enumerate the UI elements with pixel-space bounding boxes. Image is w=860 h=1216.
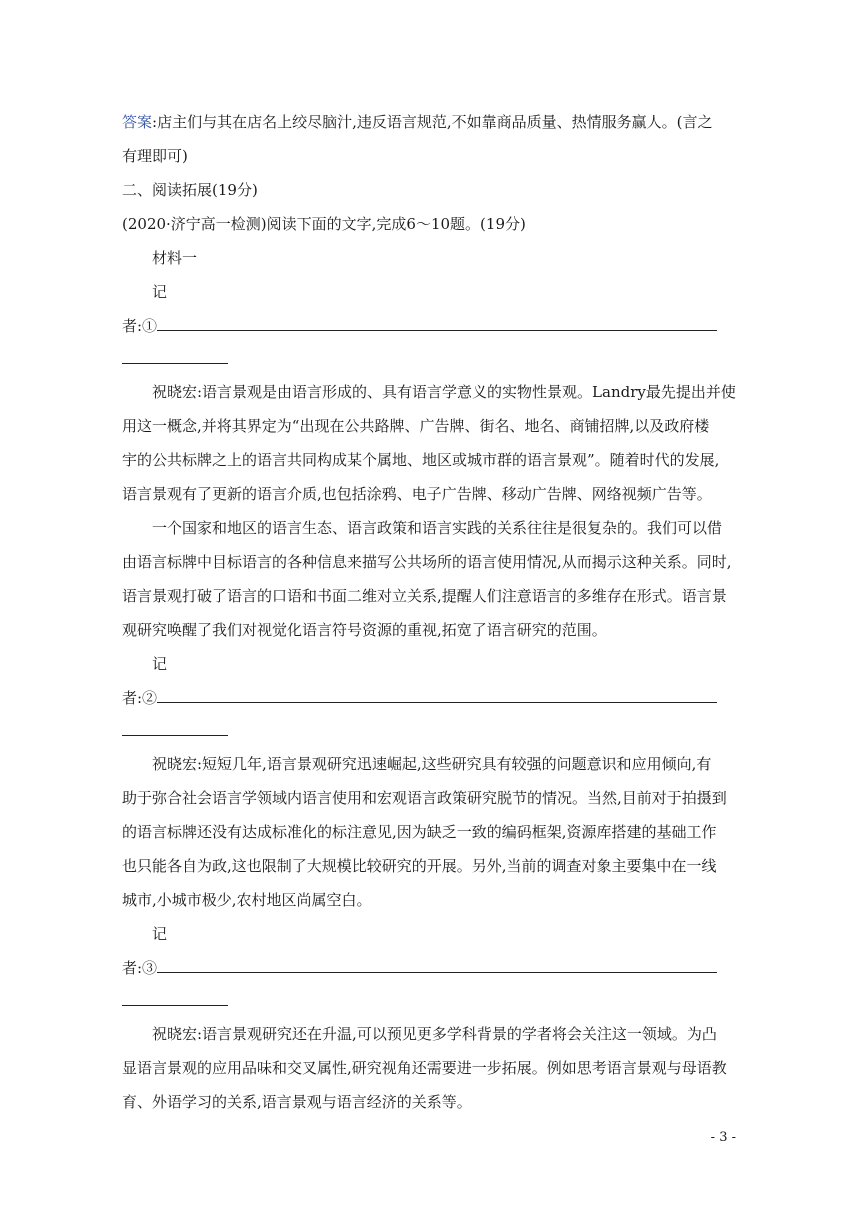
para4-line: 祝晓宏:语言景观研究还在升温,可以预见更多学科背景的学者将会关注这一领域。为凸 — [152, 1025, 717, 1043]
q3-reporter-zhe: 者:③ — [122, 959, 158, 977]
para4-line: 显语言景观的应用品味和交叉属性,研究视角还需要进一步拓展。例如思考语言景观与母语教 — [122, 1059, 727, 1077]
q1-reporter-zhe: 者:① — [122, 317, 158, 335]
q1-answer-blank[interactable] — [157, 316, 717, 331]
q2-reporter-line — [122, 688, 717, 708]
para3-line: 的语言标牌还没有达成标准化的标注意见,因为缺乏一致的编码框架,资源库搭建的基础工作 — [122, 823, 717, 841]
para4-line: 育、外语学习的关系,语言景观与语言经济的关系等。 — [122, 1093, 472, 1111]
section-title: 二、阅读拓展(19分) — [122, 181, 258, 199]
q2-reporter-zhe: 者:② — [122, 689, 158, 707]
para3-line: 城市,小城市极少,农村地区尚属空白。 — [122, 891, 372, 909]
para3-line: 也只能各自为政,这也限制了大规模比较研究的开展。另外,当前的调查对象主要集中在一线 — [122, 857, 717, 875]
para3-line: 祝晓宏:短短几年,语言景观研究迅速崛起,这些研究具有较强的问题意识和应用倾向,有 — [152, 755, 712, 773]
q3-answer-blank[interactable] — [157, 958, 717, 973]
instruction: (2020·济宁高一检测)阅读下面的文字,完成6～10题。(19分) — [122, 215, 526, 233]
q1-reporter-line — [122, 316, 717, 336]
q1-answer-blank-continued[interactable] — [122, 363, 228, 364]
para3-line: 助于弥合社会语言学领域内语言使用和宏观语言政策研究脱节的情况。当然,目前对于拍摄到 — [122, 789, 727, 807]
q3-reporter-ji: 记 — [152, 925, 168, 943]
para1-line: 祝晓宏:语言景观是由语言形成的、具有语言学意义的实物性景观。Landry最先提出并使 — [152, 383, 736, 401]
para1-line: 宇的公共标牌之上的语言共同构成某个属地、地区或城市群的语言景观”。随着时代的发展, — [122, 451, 720, 469]
answer-label: 答案 — [122, 113, 153, 131]
answer-line-1 — [122, 112, 712, 132]
q2-answer-blank-continued[interactable] — [122, 735, 228, 736]
para1-line: 语言景观有了更新的语言介质,也包括涂鸦、电子广告牌、移动广告牌、网络视频广告等。 — [122, 485, 712, 503]
answer-text: :店主们与其在店名上绞尽脑汁,违反语言规范,不如靠商品质量、热情服务赢人。(言之 — [152, 113, 713, 131]
page-number: - 3 - — [710, 1130, 736, 1145]
q3-answer-blank-continued[interactable] — [122, 1005, 228, 1006]
q1-reporter-ji: 记 — [152, 283, 168, 301]
q2-reporter-ji: 记 — [152, 655, 168, 673]
para2-line: 观研究唤醒了我们对视觉化语言符号资源的重视,拓宽了语言研究的范围。 — [122, 621, 607, 639]
answer-line-2: 有理即可) — [122, 147, 188, 165]
para2-line: 一个国家和地区的语言生态、语言政策和语言实践的关系往往是很复杂的。我们可以借 — [152, 519, 723, 537]
para2-line: 由语言标牌中目标语言的各种信息来描写公共场所的语言使用情况,从而揭示这种关系。同时, — [122, 553, 732, 571]
q2-answer-blank[interactable] — [157, 688, 717, 703]
para2-line: 语言景观打破了语言的口语和书面二维对立关系,提醒人们注意语言的多维存在形式。语言景 — [122, 587, 727, 605]
para1-line: 用这一概念,并将其界定为“出现在公共路牌、广告牌、街名、地名、商铺招牌,以及政府楼 — [122, 417, 710, 435]
material-title: 材料一 — [152, 249, 198, 267]
q3-reporter-line — [122, 958, 717, 978]
